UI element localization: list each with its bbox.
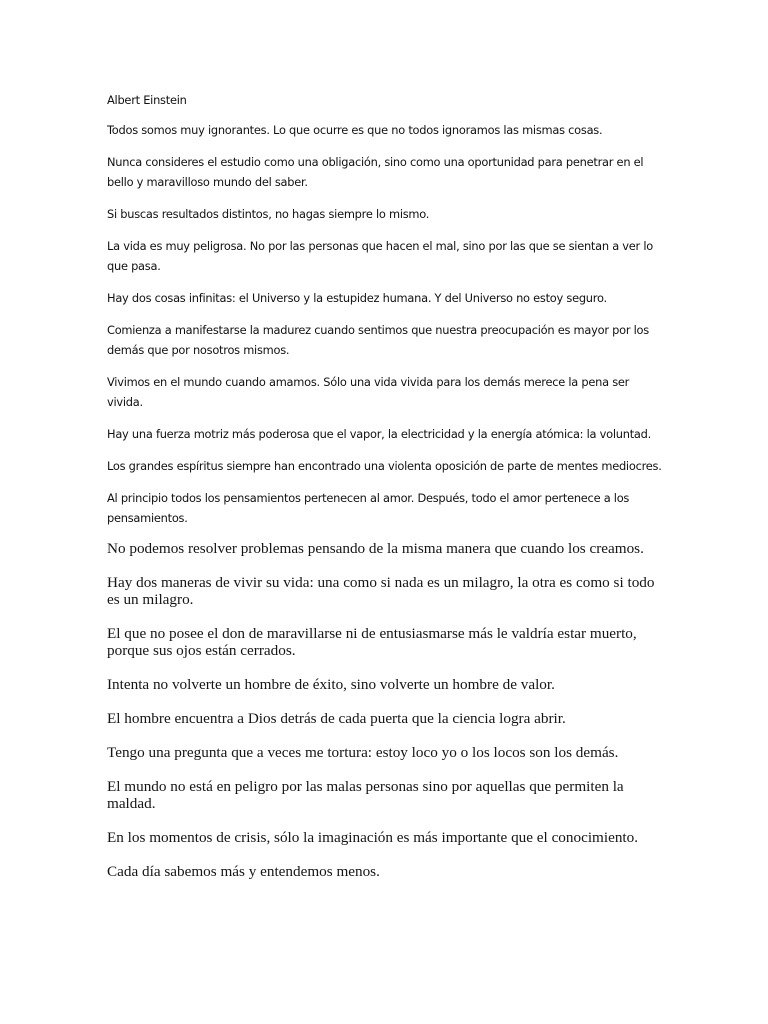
quote-paragraph: Al principio todos los pensamientos pertenecen al amor. Después, todo el amor pertenece a los pensamientos.	[107, 491, 630, 525]
quote-paragraph: Nunca consideres el estudio como una obligación, sino como una oportunidad para penetrar en el bello y maravilloso mundo del saber.	[107, 155, 644, 189]
quote-paragraph: Los grandes espíritus siempre han encontrado una violenta oposición de parte de mentes mediocres.	[107, 459, 662, 473]
quote-paragraph: La vida es muy peligrosa. No por las personas que hacen el mal, sino por las que se sientan a ver lo que pasa.	[107, 239, 653, 273]
document-body	[107, 90, 667, 897]
quote-paragraph: Vivimos en el mundo cuando amamos. Sólo una vida vivida para los demás merece la pena ser vivida.	[107, 375, 630, 409]
quote-paragraph: Tengo una pregunta que a veces me tortura: estoy loco yo o los locos son los demás.	[107, 744, 619, 761]
quote-paragraph: En los momentos de crisis, sólo la imaginación es más importante que el conocimiento.	[107, 829, 639, 846]
quote-paragraph: El que no posee el don de maravillarse ni de entusiasmarse más le valdría estar muerto, porque sus ojos están cerrados.	[107, 625, 637, 659]
quote-paragraph: Intenta no volverte un hombre de éxito, sino volverte un hombre de valor.	[107, 676, 555, 693]
quote-paragraph: Todos somos muy ignorantes. Lo que ocurre es que no todos ignoramos las mismas cosas.	[107, 123, 603, 137]
quote-paragraph: No podemos resolver problemas pensando de la misma manera que cuando los creamos.	[107, 540, 644, 557]
quote-paragraph: El mundo no está en peligro por las malas personas sino por aquellas que permiten la maldad.	[107, 778, 624, 812]
author-heading: Albert Einstein	[107, 93, 187, 107]
quote-paragraph: Hay dos maneras de vivir su vida: una como si nada es un milagro, la otra es como si todo es un milagro.	[107, 574, 655, 608]
quote-paragraph: Hay una fuerza motriz más poderosa que el vapor, la electricidad y la energía atómica: la voluntad.	[107, 427, 652, 441]
quote-paragraph: Comienza a manifestarse la madurez cuando sentimos que nuestra preocupación es mayor por los demás que por nosotros mismos.	[107, 323, 649, 357]
quote-paragraph: El hombre encuentra a Dios detrás de cada puerta que la ciencia logra abrir.	[107, 710, 566, 727]
quote-paragraph: Cada día sabemos más y entendemos menos.	[107, 863, 380, 880]
quote-paragraph: Hay dos cosas infinitas: el Universo y la estupidez humana. Y del Universo no estoy seguro.	[107, 291, 607, 305]
quote-paragraph: Si buscas resultados distintos, no hagas siempre lo mismo.	[107, 207, 430, 221]
